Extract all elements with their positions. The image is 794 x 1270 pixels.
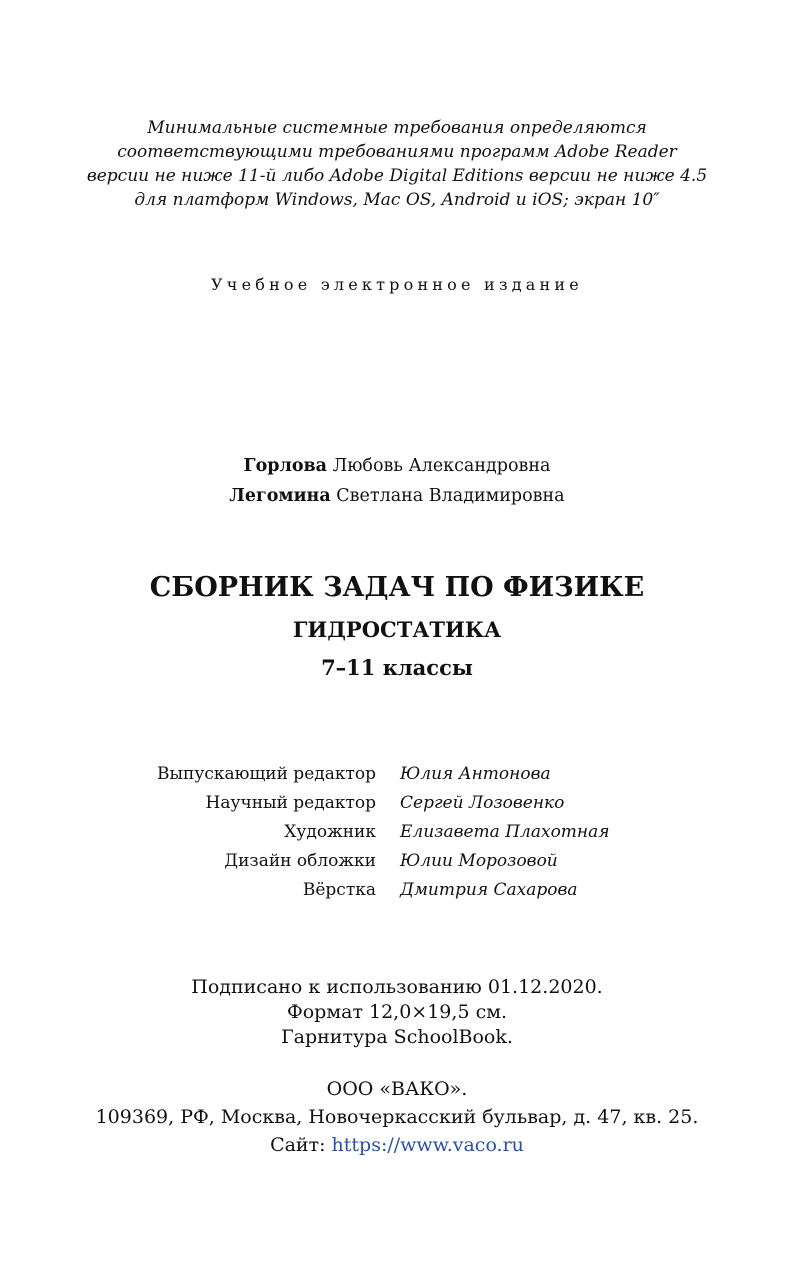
- credit-name: Дмитрия Сахарова: [400, 880, 578, 900]
- typeface: Гарнитура SchoolBook.: [281, 1026, 513, 1048]
- author-given-name: Любовь Александровна: [332, 456, 551, 476]
- credit-row: [0, 789, 794, 818]
- author-given-name: Светлана Владимировна: [336, 486, 565, 506]
- author-line: [0, 451, 794, 481]
- publisher-name: ООО «ВАКО».: [326, 1078, 468, 1100]
- site-label: Сайт:: [270, 1134, 332, 1156]
- requirements-line: версии не ниже 11-й либо Adobe Digital Editions версии не ниже 4.5: [86, 166, 708, 186]
- site-link[interactable]: https://www.vaco.ru: [331, 1134, 524, 1156]
- book-grades: 7–11 классы: [321, 655, 473, 680]
- author-line: [0, 481, 794, 511]
- credit-role: Художник: [284, 822, 376, 842]
- credit-name: Юлии Морозовой: [400, 851, 558, 871]
- credit-role: Выпускающий редактор: [157, 764, 376, 784]
- book-title: СБОРНИК ЗАДАЧ ПО ФИЗИКЕ: [149, 572, 645, 603]
- publisher-address: 109369, РФ, Москва, Новочеркасский бульвар, д. 47, кв. 25.: [95, 1106, 699, 1128]
- requirements-line: Минимальные системные требования определяются: [147, 118, 647, 138]
- book-subtitle: ГИДРОСТАТИКА: [292, 617, 502, 642]
- credit-role: Научный редактор: [205, 793, 376, 813]
- requirements-line: соответствующими требованиями программ Adobe Reader: [117, 142, 677, 162]
- publisher-info: [0, 1075, 794, 1159]
- credit-name: Сергей Лозовенко: [400, 793, 565, 813]
- credit-row: [0, 876, 794, 905]
- credit-row: [0, 847, 794, 876]
- credit-name: Юлия Антонова: [400, 764, 551, 784]
- credit-row: [0, 760, 794, 789]
- credit-role: Вёрстка: [302, 880, 376, 900]
- page-format: Формат 12,0×19,5 см.: [286, 1001, 508, 1023]
- signed-date: Подписано к использованию 01.12.2020.: [191, 976, 603, 998]
- requirements-line: для платформ Windows, Mac OS, Android и iOS; экран 10″: [134, 190, 660, 210]
- credit-name: Елизавета Плахотная: [400, 822, 610, 842]
- credit-role: Дизайн обложки: [224, 851, 376, 871]
- credit-row: [0, 818, 794, 847]
- author-surname: Горлова: [243, 456, 328, 476]
- publisher-site: [0, 1131, 794, 1159]
- credits-list: [0, 760, 794, 905]
- edition-type: Учебное электронное издание: [211, 275, 583, 294]
- imprint-info: [0, 975, 794, 1050]
- author-surname: Легомина: [229, 486, 331, 506]
- authors: [0, 451, 794, 511]
- system-requirements: [0, 116, 794, 212]
